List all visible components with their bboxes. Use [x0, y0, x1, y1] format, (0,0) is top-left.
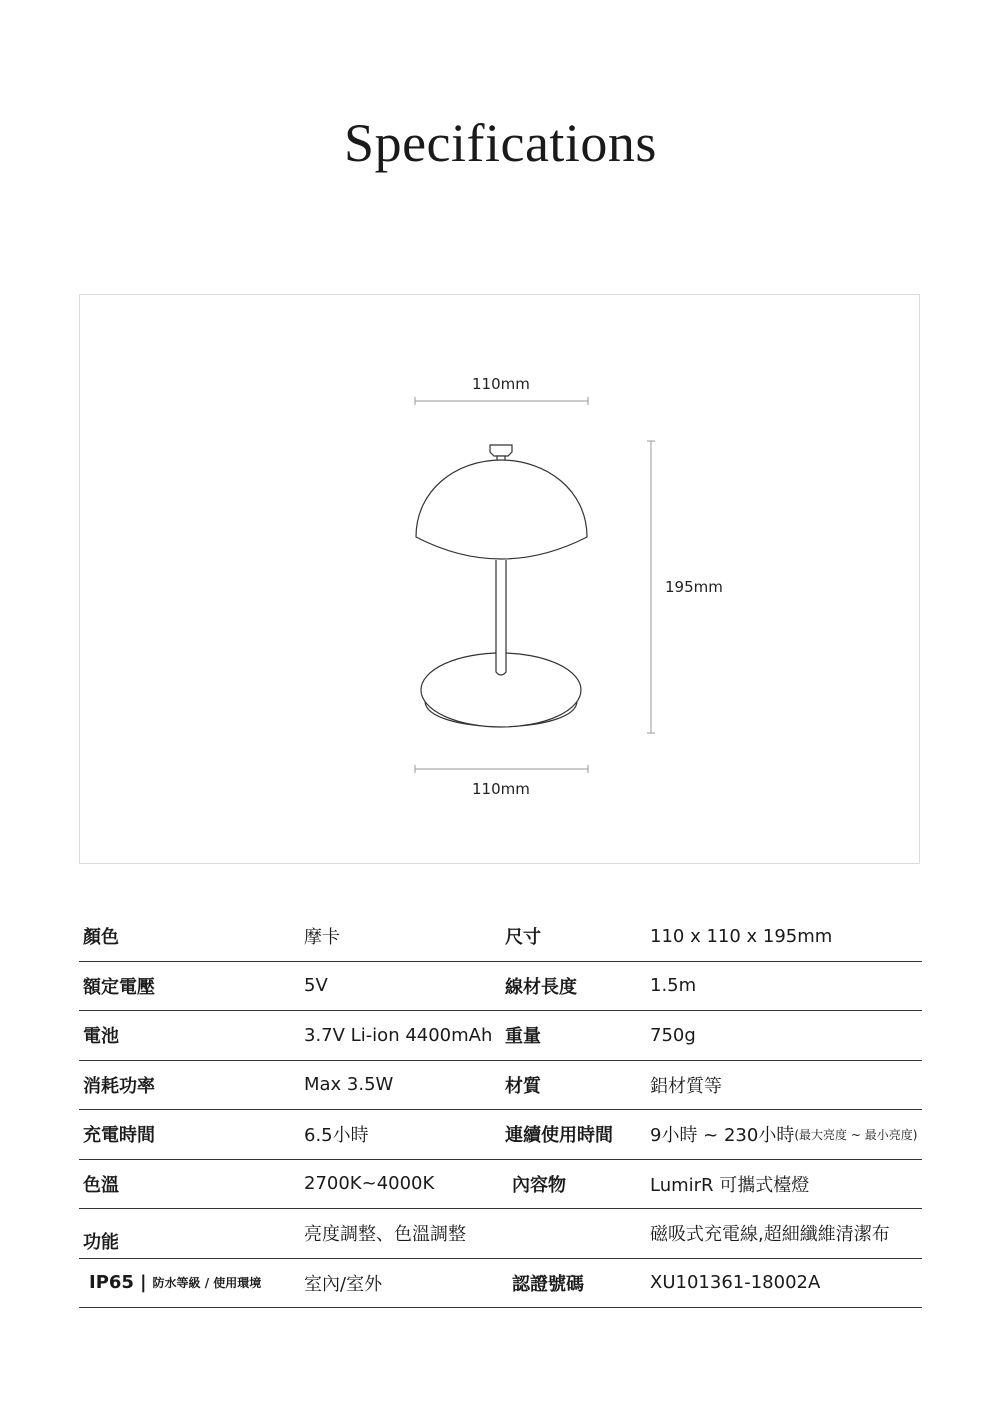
bottom-width-label: 110mm	[472, 780, 530, 798]
spec-label: 電池	[83, 1026, 119, 1048]
spec-label: 色溫	[83, 1174, 119, 1196]
spec-label-ip	[89, 1259, 261, 1308]
spec-value-usage	[650, 1110, 917, 1159]
spec-row-ip	[79, 1259, 922, 1309]
spec-row-voltage	[79, 962, 922, 1012]
spec-label: 充電時間	[83, 1125, 155, 1147]
ip-sub-label: 防水等級 / 使用環境	[152, 1276, 262, 1291]
spec-label: 線材長度	[505, 976, 577, 998]
spec-value: 1.5m	[650, 975, 697, 997]
spec-value: 亮度調整、色溫調整	[304, 1224, 466, 1246]
spec-value-note: (最大亮度 ~ 最小亮度)	[794, 1127, 918, 1142]
spec-label: 認證號碼	[512, 1273, 584, 1295]
spec-value: 室內/室外	[304, 1273, 383, 1295]
spec-value: 750g	[650, 1024, 696, 1046]
lamp-outline	[416, 445, 587, 727]
spec-value: 2700K~4000K	[304, 1173, 435, 1195]
spec-value: XU101361-18002A	[650, 1272, 821, 1294]
height-dimension-line	[647, 441, 655, 733]
bottom-dimension-line	[415, 765, 588, 773]
spec-value: 鋁材質等	[650, 1075, 722, 1097]
spec-value: 110 x 110 x 195mm	[650, 925, 833, 947]
spec-value: LumirR 可攜式檯燈	[650, 1174, 810, 1196]
spec-row-power	[79, 1061, 922, 1111]
page-title: Specifications	[344, 113, 657, 173]
spec-label: 尺寸	[505, 927, 541, 949]
spec-label: 連續使用時間	[505, 1125, 613, 1147]
spec-label: 材質	[505, 1075, 541, 1097]
spec-table	[79, 912, 922, 1308]
spec-value: 9小時 ~ 230小時	[650, 1125, 795, 1147]
ip-separator: |	[139, 1272, 147, 1294]
spec-value: 6.5小時	[304, 1125, 369, 1147]
spec-label: 顏色	[83, 927, 119, 949]
spec-label: 功能	[83, 1232, 119, 1254]
spec-value: 磁吸式充電線,超細纖維清潔布	[650, 1224, 890, 1246]
height-label: 195mm	[665, 578, 723, 596]
spec-row-function	[79, 1209, 922, 1259]
spec-value: 摩卡	[304, 927, 340, 949]
spec-value: 5V	[304, 975, 328, 997]
ip-rating: IP65	[89, 1272, 134, 1294]
spec-value: Max 3.5W	[304, 1074, 394, 1096]
spec-label: 額定電壓	[83, 976, 155, 998]
top-dimension-line	[415, 397, 588, 405]
spec-row-battery	[79, 1011, 922, 1061]
spec-row-color-temp	[79, 1160, 922, 1210]
spec-label: 消耗功率	[83, 1075, 155, 1097]
spec-label: 內容物	[512, 1174, 566, 1196]
top-width-label: 110mm	[472, 375, 530, 393]
spec-row-charging	[79, 1110, 922, 1160]
product-diagram	[79, 294, 920, 864]
spec-row-color	[79, 912, 922, 962]
spec-value: 3.7V Li-ion 4400mAh	[304, 1024, 493, 1046]
spec-label: 重量	[505, 1026, 541, 1048]
